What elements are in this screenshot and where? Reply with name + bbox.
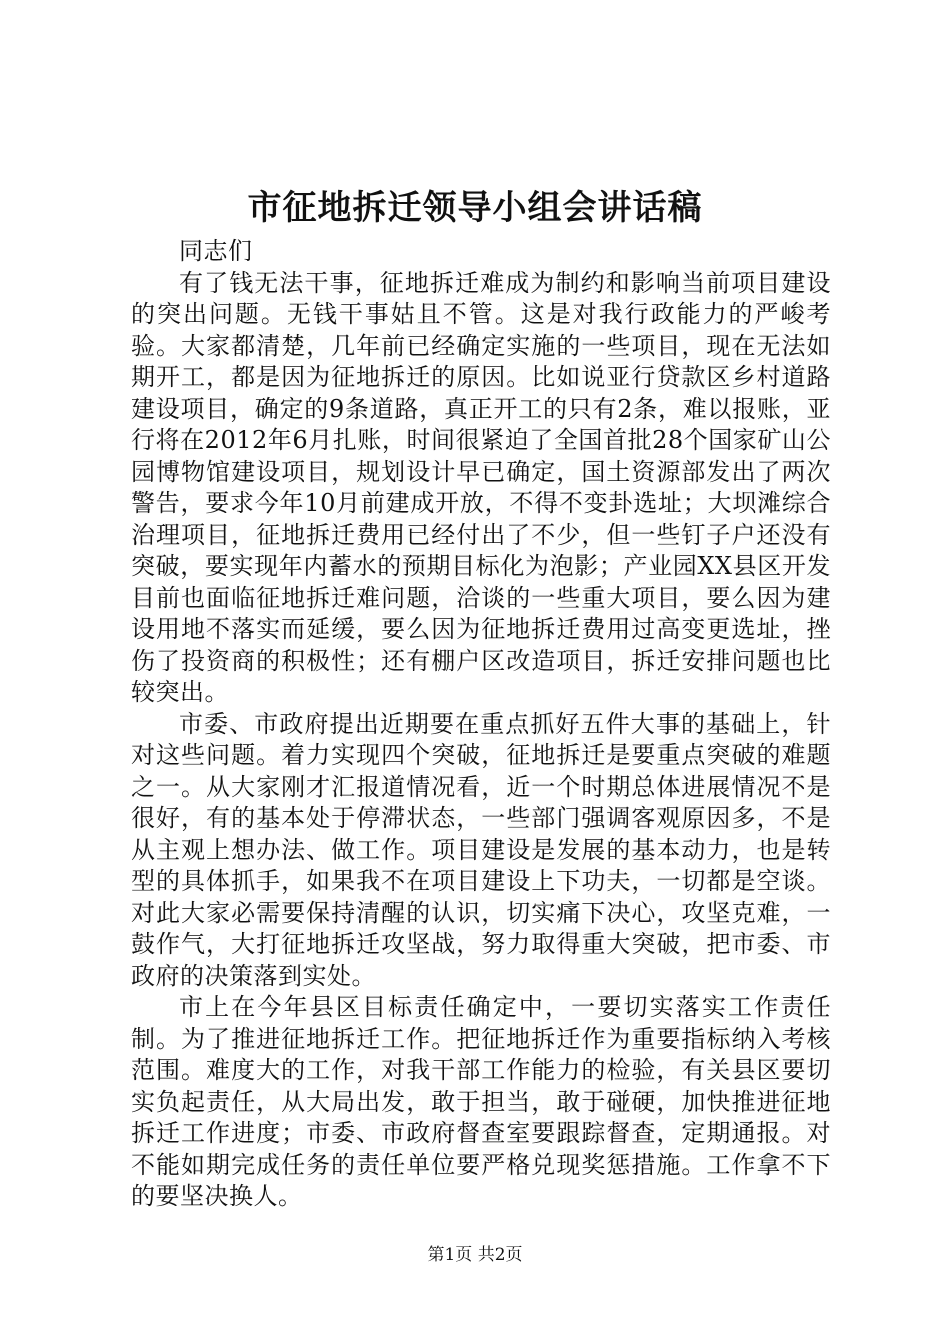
document-title: 市征地拆迁领导小组会讲话稿 xyxy=(247,188,703,228)
paragraph-1: 有了钱无法干事，征地拆迁难成为制约和影响当前项目建设的突出问题。无钱干事姑且不管。这是对我行政能力的严峻考验。大家都清楚，几年前已经确定实施的一些项目，现在无法如期开工，都是因为征地拆迁的原因。比如说亚行贷款区乡村道路建设项目，确定的9条道路，真正开工的只有2条，难以报账，亚行将在2012年6月扎账，时间很紧迫了全国首批28个国家矿山公园博物馆建设项目，规划设计早已确定，国土资源部发出了两次警告，要求今年10月前建成开放，不得不变卦选址；大坝滩综合治理项目，征地拆迁费用已经付出了不少，但一些钉子户还没有突破，要实现年内蓄水的预期目标化为泡影；产业园XX县区开发目前也面临征地拆迁难问题，洽谈的一些重大项目，要么因为建设用地不落实而延缓，要么因为征地拆迁费用过高变更选址，挫伤了投资商的积极性；还有棚户区改造项目，拆迁安排问题也比较突出。 xyxy=(131,268,831,706)
salutation: 同志们 xyxy=(179,237,253,265)
paragraph-3: 市上在今年县区目标责任确定中，一要切实落实工作责任制。为了推进征地拆迁工作。把征地拆迁作为重要指标纳入考核范围。难度大的工作，对我干部工作能力的检验，有关县区要切实负起责任，从大局出发，敢于担当，敢于碰硬，加快推进征地拆迁工作进度；市委、市政府督查室要跟踪督查，定期通报。对不能如期完成任务的责任单位要严格兑现奖惩措施。工作拿不下的要坚决换人。 xyxy=(131,993,831,1210)
paragraph-2: 市委、市政府提出近期要在重点抓好五件大事的基础上，针对这些问题。着力实现四个突破，征地拆迁是要重点突破的难题之一。从大家刚才汇报道情况看，近一个时期总体进展情况不是很好，有的基本处于停滞状态，一些部门强调客观原因多，不是从主观上想办法、做工作。项目建设是发展的基本动力，也是转型的具体抓手，如果我不在项目建设上下功夫，一切都是空谈。对此大家必需要保持清醒的认识，切实痛下决心，攻坚克难，一鼓作气，大打征地拆迁攻坚战，努力取得重大突破，把市委、市政府的决策落到实处。 xyxy=(131,709,831,990)
document-body xyxy=(131,236,831,1213)
page-number-footer: 第1页 共2页 xyxy=(427,1245,523,1265)
